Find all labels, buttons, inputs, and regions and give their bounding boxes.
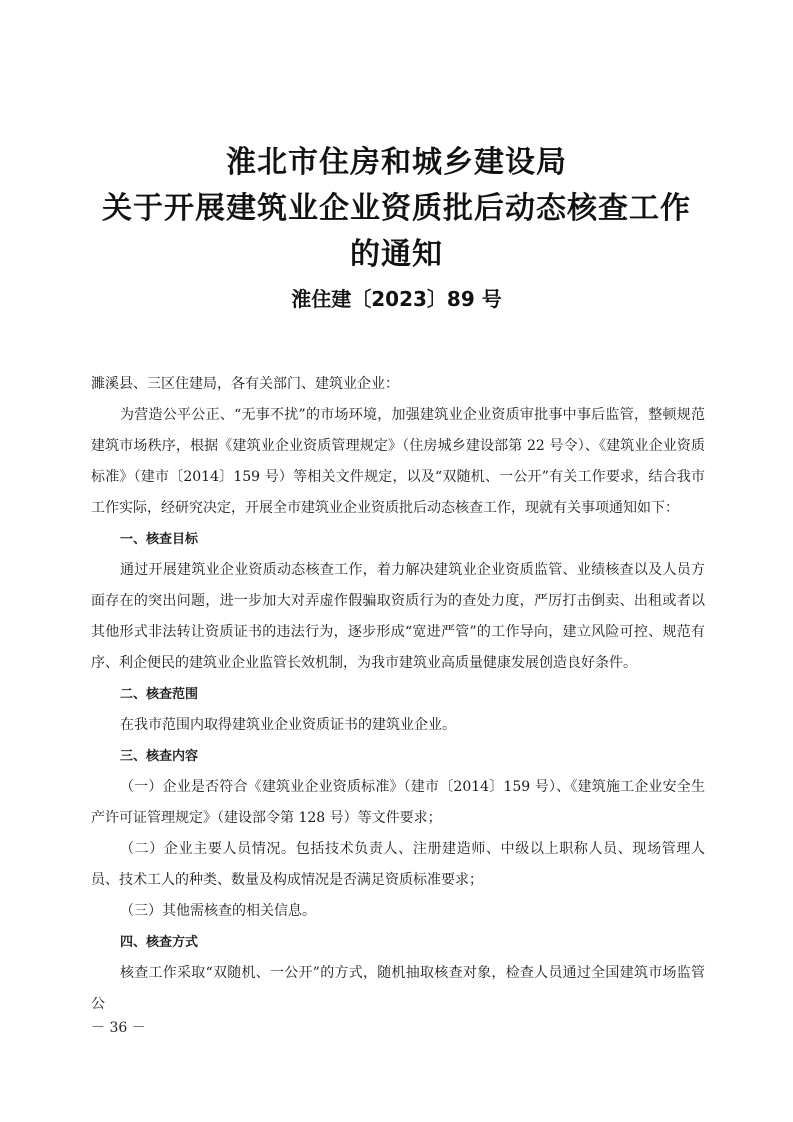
section-heading-3: 三、核查内容: [120, 749, 199, 764]
section-3-paragraph-1: （一）企业是否符合《建筑业企业资质标准》（建市〔2014〕159 号）、《建筑施工企业安全生产许可证管理规定》（建设部令第 128 号）等文件要求；: [91, 779, 705, 826]
section-heading-1: 一、核查目标: [120, 532, 199, 547]
section-4-paragraph-1: 核查工作采取“双随机、一公开”的方式，随机抽取核查对象，检查人员通过全国建筑市场监管公: [91, 965, 705, 1012]
document-body: [91, 369, 705, 1020]
document-number: 淮住建〔2023〕89 号: [291, 287, 502, 311]
section-3-paragraph-3: （三）其他需核查的相关信息。: [120, 903, 316, 919]
title-line-3: 的通知: [350, 237, 443, 272]
document-title: [0, 140, 793, 278]
title-line-1: 淮北市住房和城乡建设局: [226, 145, 567, 180]
section-2-paragraph-1: 在我市范围内取得建筑业企业资质证书的建筑业企业。: [120, 717, 456, 733]
intro-paragraph: 为营造公平公正、“无事不扰”的市场环境，加强建筑业企业资质审批事中事后监管，整顿规范建筑市场秩序，根据《建筑业企业资质管理规定》（住房城乡建设部第 22 号令）、《建筑业企业资质标准》（建市〔2014〕159 号）等相关文件规定，以及“双随机、一公开”有关工作要求，结合我市工作实际，经研究决定，开展全市建筑业企业资质批后动态核查工作，现就有关事项通知如下：: [91, 407, 705, 516]
salutation: 濉溪县、三区住建局，各有关部门、建筑业企业：: [91, 376, 399, 392]
section-heading-2: 二、核查范围: [120, 687, 199, 702]
page-number: － 36 －: [91, 1020, 146, 1036]
section-1-paragraph-1: 通过开展建筑业企业资质动态核查工作，着力解决建筑业企业资质监管、业绩核查以及人员方面存在的突出问题，进一步加大对弄虚作假骗取资质行为的查处力度，严厉打击倒卖、出租或者以其他形式非法转让资质证书的违法行为，逐步形成“宽进严管”的工作导向，建立风险可控、规范有序、利企便民的建筑业企业监管长效机制，为我市建筑业高质量健康发展创造良好条件。: [91, 562, 705, 671]
title-line-2: 关于开展建筑业企业资质批后动态核查工作: [102, 191, 691, 226]
section-heading-4: 四、核查方式: [120, 935, 199, 950]
section-3-paragraph-2: （二）企业主要人员情况。包括技术负责人、注册建造师、中级以上职称人员、现场管理人员、技术工人的种类、数量及构成情况是否满足资质标准要求；: [91, 841, 705, 888]
